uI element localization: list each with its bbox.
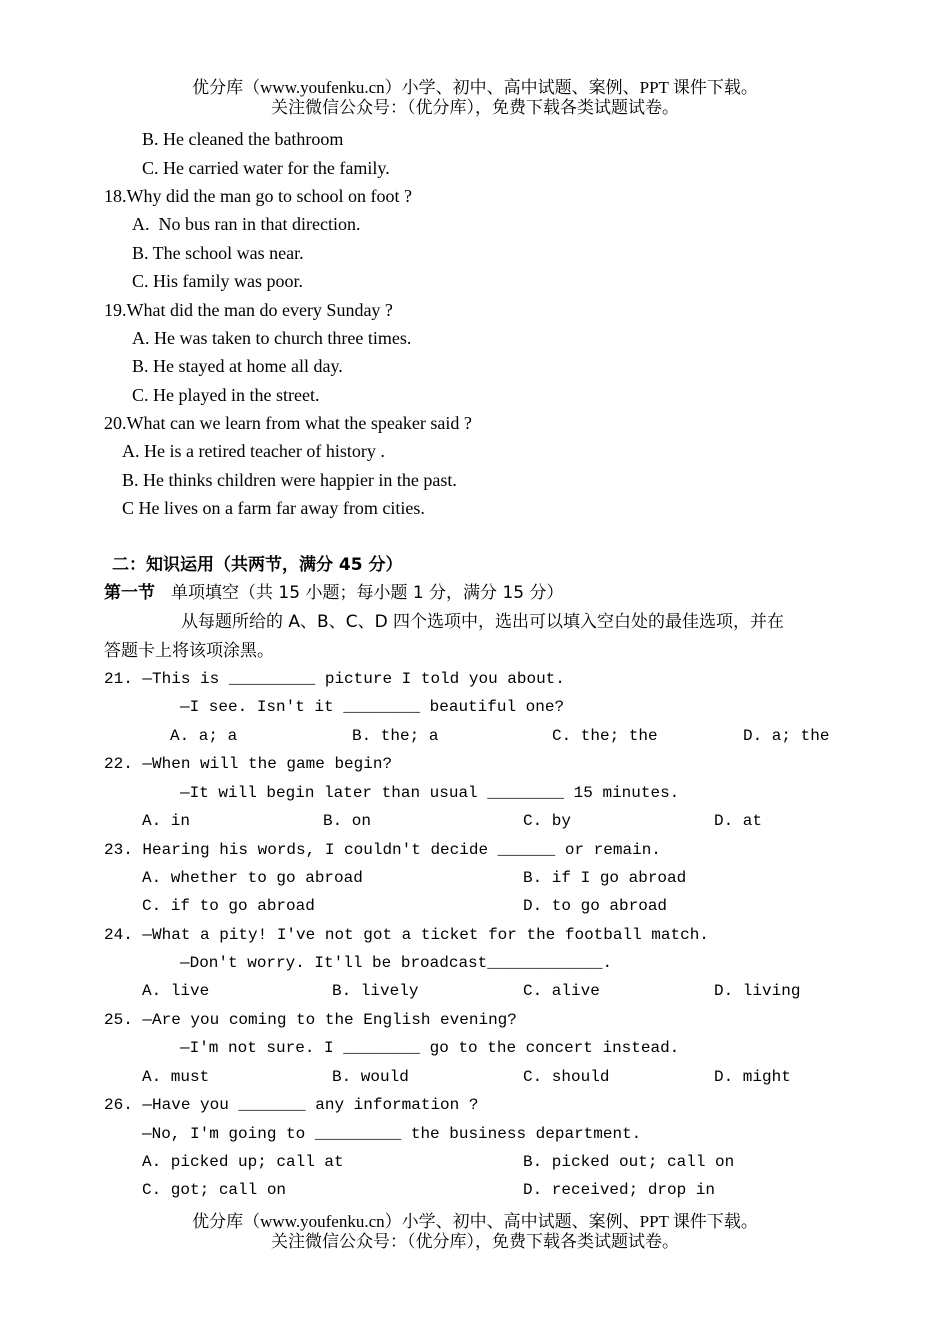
q21-option-d: D. a; the — [743, 727, 830, 745]
footer-line-1: 优分库（www.youfenku.cn）小学、初中、高中试题、案例、PPT 课件下载。 — [192, 1212, 758, 1231]
q25-line-1: 25. —Are you coming to the English evening? — [104, 1011, 517, 1029]
q20-option-a: A. He is a retired teacher of history . — [122, 441, 385, 461]
q25-option-c: C. should — [523, 1068, 610, 1086]
section-2-title: 二：知识运用（共两节，满分 45 分） — [112, 555, 403, 575]
part-1-description: 单项填空（共 15 小题；每小题 1 分，满分 15 分） — [171, 583, 564, 603]
footer-line-2: 关注微信公众号：（优分库），免费下载各类试题试卷。 — [271, 1232, 679, 1251]
q22-line-1: 22. —When will the game begin? — [104, 755, 393, 773]
q18-stem: 18.Why did the man go to school on foot ? — [104, 186, 412, 206]
q24-option-c: C. alive — [523, 982, 600, 1000]
q22-option-a: A. in — [142, 812, 191, 830]
q18-option-b: B. The school was near. — [132, 243, 304, 263]
q17-option-c: C. He carried water for the family. — [142, 158, 390, 178]
header-line-2: 关注微信公众号：（优分库），免费下载各类试题试卷。 — [271, 98, 679, 117]
q21-option-c: C. the; the — [552, 727, 658, 745]
q20-option-c: C He lives on a farm far away from cities. — [122, 498, 425, 518]
q22-line-2: —It will begin later than usual ________ 15 minutes. — [180, 784, 680, 802]
q21-option-b: B. the; a — [352, 727, 439, 745]
q21-line-2: —I see. Isn't it ________ beautiful one? — [180, 698, 565, 716]
q21-line-1: 21. —This is _________ picture I told you about. — [104, 670, 565, 688]
q26-line-1: 26. —Have you _______ any information ? — [104, 1096, 479, 1114]
q19-option-c: C. He played in the street. — [132, 385, 320, 405]
q22-option-c: C. by — [523, 812, 572, 830]
q18-option-c: C. His family was poor. — [132, 271, 303, 291]
q26-option-b: B. picked out; call on — [523, 1153, 735, 1171]
q23-option-a: A. whether to go abroad — [142, 869, 363, 887]
q21-option-a: A. a; a — [170, 727, 238, 745]
instructions-line-1: 从每题所给的 A、B、C、D 四个选项中，选出可以填入空白处的最佳选项，并在 — [181, 612, 785, 632]
q26-option-c: C. got; call on — [142, 1181, 287, 1199]
q26-option-d: D. received; drop in — [523, 1181, 716, 1199]
q25-option-d: D. might — [714, 1068, 791, 1086]
q19-stem: 19.What did the man do every Sunday ? — [104, 300, 393, 320]
q26-line-2: —No, I'm going to _________ the business department. — [142, 1125, 642, 1143]
q23-option-c: C. if to go abroad — [142, 897, 315, 915]
q22-option-d: D. at — [714, 812, 763, 830]
q20-option-b: B. He thinks children were happier in the past. — [122, 470, 457, 490]
q19-option-a: A. He was taken to church three times. — [132, 328, 412, 348]
q24-option-b: B. lively — [332, 982, 419, 1000]
part-1-label: 第一节 — [104, 583, 155, 603]
q17-option-b: B. He cleaned the bathroom — [142, 129, 344, 149]
q20-stem: 20.What can we learn from what the speaker said ? — [104, 413, 472, 433]
q25-option-b: B. would — [332, 1068, 409, 1086]
q25-line-2: —I'm not sure. I ________ go to the concert instead. — [180, 1039, 680, 1057]
q24-line-2: —Don't worry. It'll be broadcast____________. — [180, 954, 613, 972]
header-line-1: 优分库（www.youfenku.cn）小学、初中、高中试题、案例、PPT 课件下载。 — [192, 78, 758, 97]
q23-line-1: 23. Hearing his words, I couldn't decide ______ or remain. — [104, 841, 661, 859]
q26-option-a: A. picked up; call at — [142, 1153, 344, 1171]
q18-option-a: A. No bus ran in that direction. — [132, 214, 361, 234]
q23-option-d: D. to go abroad — [523, 897, 668, 915]
q23-option-b: B. if I go abroad — [523, 869, 687, 887]
q22-option-b: B. on — [323, 812, 372, 830]
q25-option-a: A. must — [142, 1068, 210, 1086]
q24-line-1: 24. —What a pity! I've not got a ticket for the football match. — [104, 926, 709, 944]
q24-option-a: A. live — [142, 982, 210, 1000]
instructions-line-2: 答题卡上将该项涂黑。 — [104, 641, 274, 661]
q19-option-b: B. He stayed at home all day. — [132, 356, 343, 376]
q24-option-d: D. living — [714, 982, 801, 1000]
